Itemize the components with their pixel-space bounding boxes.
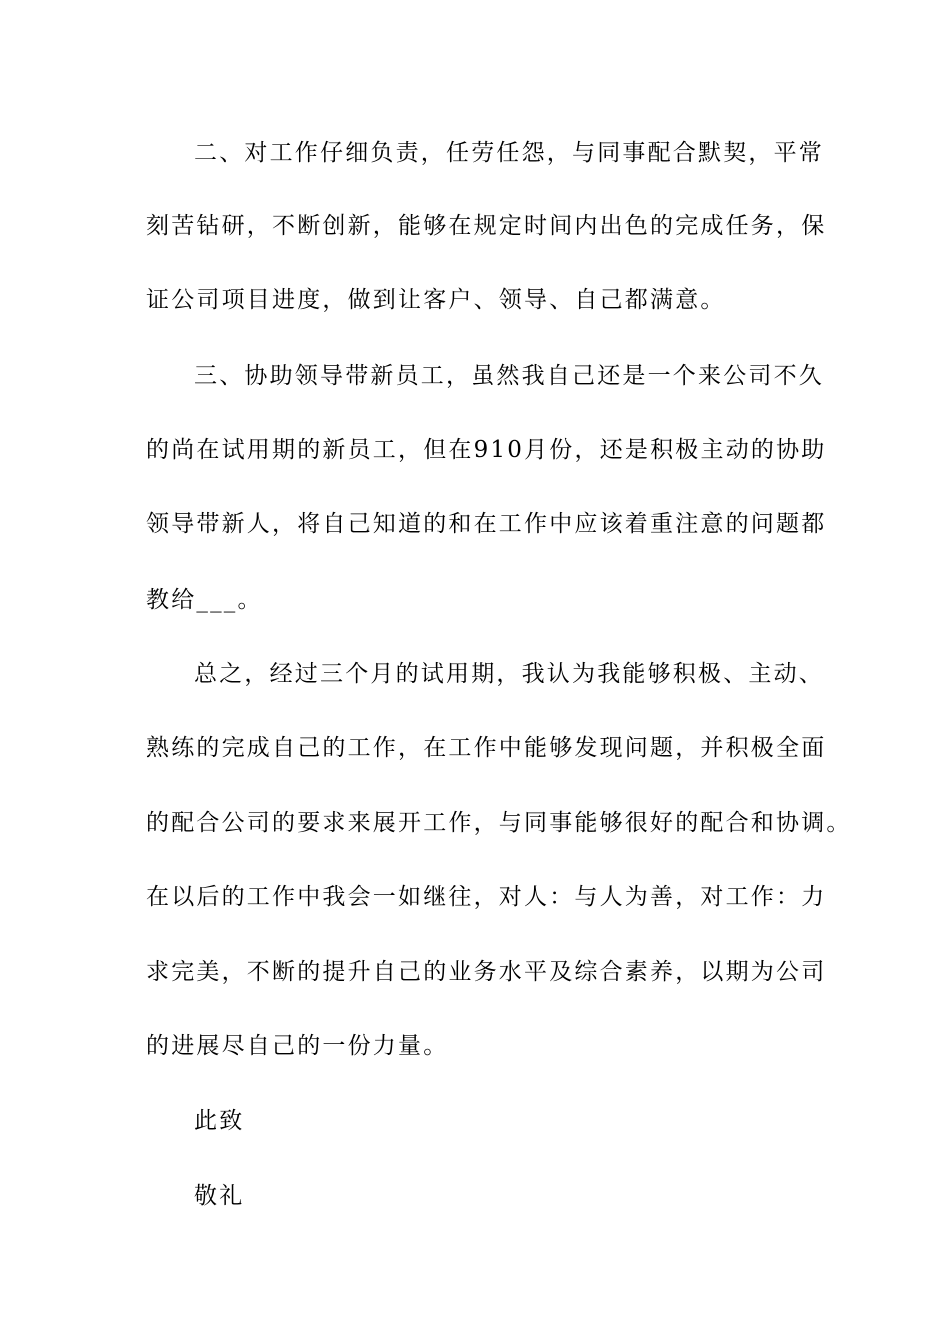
closing-cizhi: 此致: [194, 1108, 245, 1134]
paragraph-2-line-2: 刻苦钻研，不断创新，能够在规定时间内出色的完成任务，保: [146, 213, 827, 239]
closing-jingli: 敬礼: [194, 1183, 245, 1209]
paragraph-3-line-2: 的尚在试用期的新员工，但在910月份，还是积极主动的协助: [146, 437, 827, 463]
summary-line-1: 总之，经过三个月的试用期，我认为我能够积极、主动、: [194, 661, 824, 687]
summary-line-6: 的进展尽自己的一份力量。: [146, 1033, 449, 1059]
paragraph-2-line-3: 证公司项目进度，做到让客户、领导、自己都满意。: [146, 287, 726, 313]
summary-line-2: 熟练的完成自己的工作，在工作中能够发现问题，并积极全面: [146, 735, 827, 761]
paragraph-3-line-4: 教给___。: [146, 587, 263, 613]
summary-line-5: 求完美，不断的提升自己的业务水平及综合素养，以期为公司: [146, 959, 827, 985]
summary-line-4: 在以后的工作中我会一如继往，对人：与人为善，对工作：力: [146, 884, 827, 910]
paragraph-3-line-1: 三、协助领导带新员工，虽然我自己还是一个来公司不久: [194, 363, 824, 389]
paragraph-2-line-1: 二、对工作仔细负责，任劳任怨，与同事配合默契，平常: [194, 140, 824, 166]
paragraph-3-line-3: 领导带新人，将自己知道的和在工作中应该着重注意的问题都: [146, 511, 827, 537]
summary-line-3: 的配合公司的要求来展开工作，与同事能够很好的配合和协调。: [146, 810, 852, 836]
